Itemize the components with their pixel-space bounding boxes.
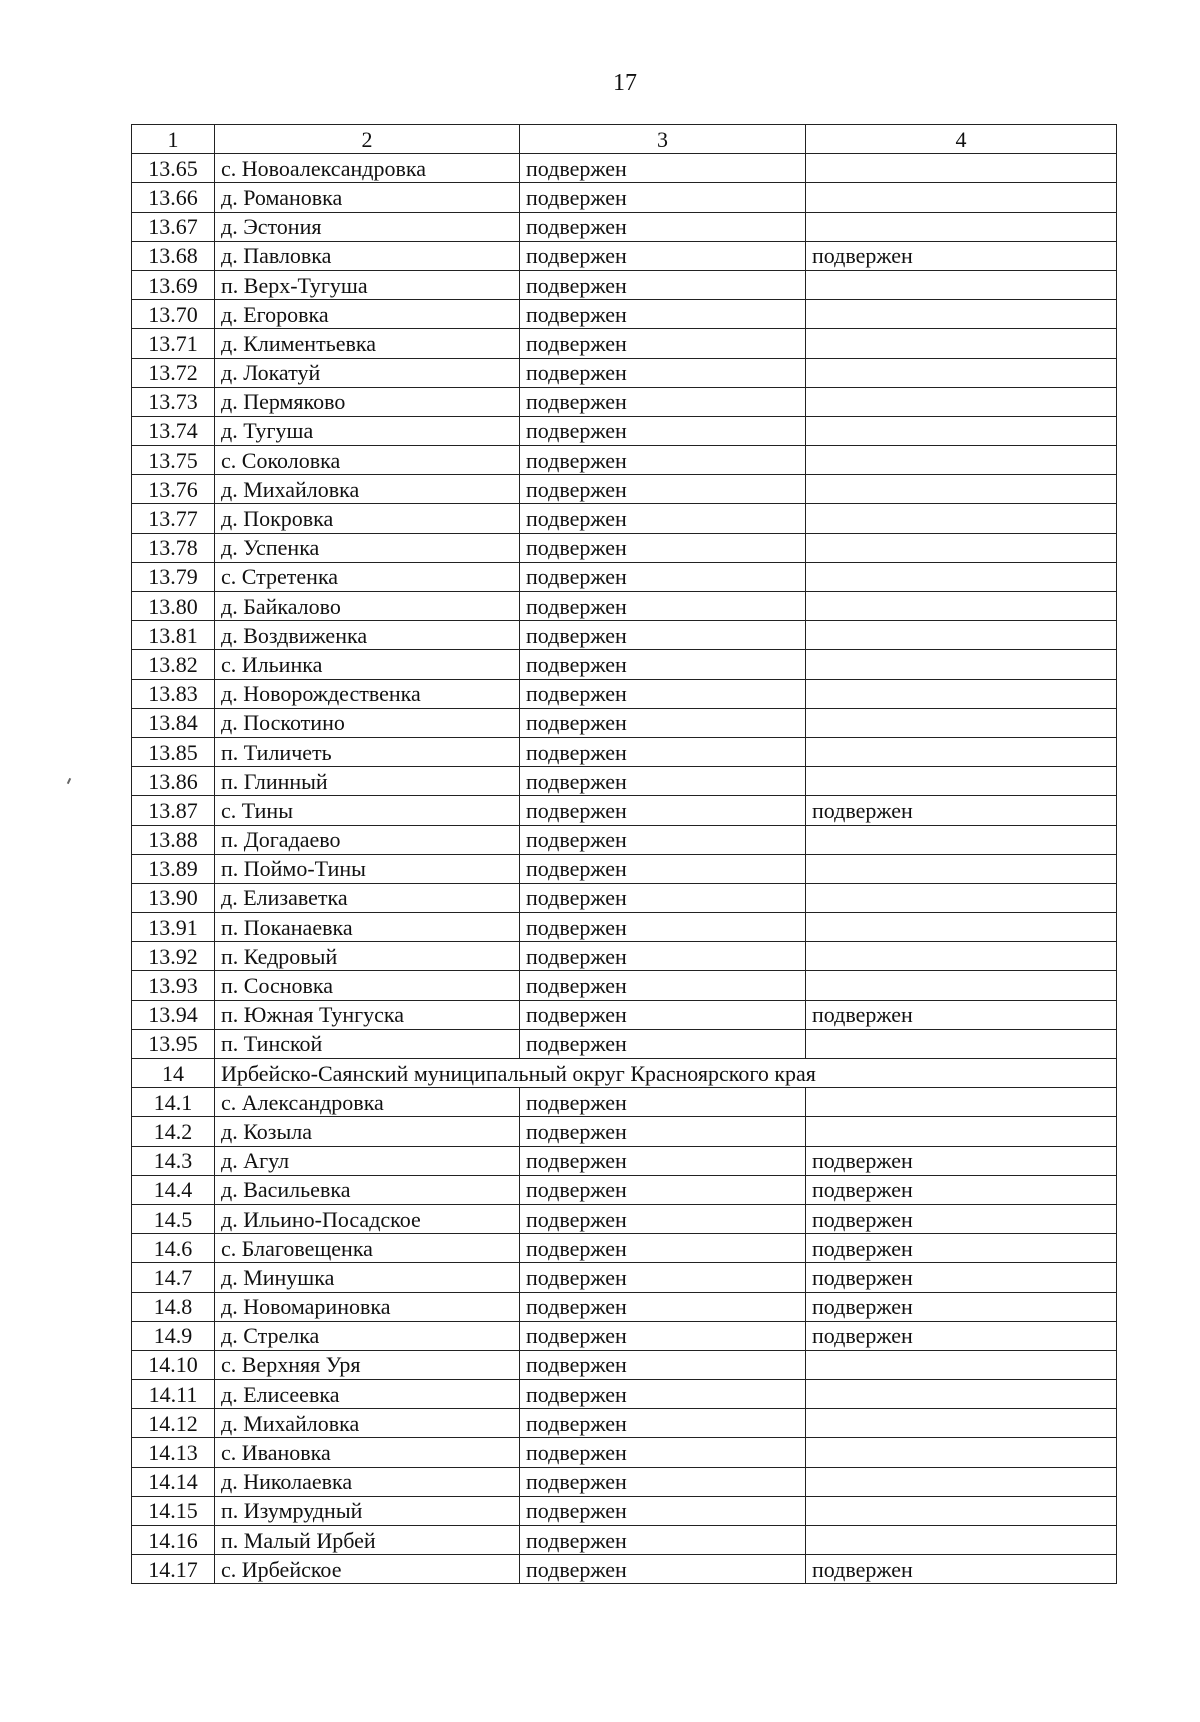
settlement-name-cell: д. Агул	[215, 1146, 520, 1175]
settlement-name-cell: д. Поскотино	[215, 708, 520, 737]
table-row	[132, 1380, 1117, 1409]
column-4-cell	[806, 883, 1117, 912]
settlement-name-cell: п. Догадаево	[215, 825, 520, 854]
column-4-cell: подвержен	[806, 1175, 1117, 1204]
settlement-name-cell: д. Байкалово	[215, 592, 520, 621]
row-number-cell: 13.69	[132, 270, 215, 299]
row-number-cell: 13.81	[132, 621, 215, 650]
column-3-cell: подвержен	[520, 1321, 806, 1350]
column-4-cell	[806, 1088, 1117, 1117]
column-4-cell: подвержен	[806, 1555, 1117, 1584]
column-4-cell	[806, 913, 1117, 942]
table-row	[132, 1350, 1117, 1379]
column-4-cell: подвержен	[806, 1000, 1117, 1029]
table-row	[132, 1555, 1117, 1584]
column-4-cell	[806, 1409, 1117, 1438]
settlement-name-cell: с. Соколовка	[215, 446, 520, 475]
table-row	[132, 446, 1117, 475]
row-number-cell: 13.82	[132, 650, 215, 679]
column-3-cell: подвержен	[520, 387, 806, 416]
row-number-cell: 14.3	[132, 1146, 215, 1175]
row-number-cell: 14	[132, 1059, 215, 1088]
table-row	[132, 854, 1117, 883]
table-row	[132, 1000, 1117, 1029]
row-number-cell: 13.86	[132, 767, 215, 796]
column-4-cell	[806, 329, 1117, 358]
settlement-name-cell: д. Новорождественка	[215, 679, 520, 708]
table-row	[132, 1234, 1117, 1263]
table-row	[132, 825, 1117, 854]
settlement-name-cell: д. Елизаветка	[215, 883, 520, 912]
column-3-cell: подвержен	[520, 971, 806, 1000]
column-4-cell	[806, 416, 1117, 445]
column-4-cell	[806, 475, 1117, 504]
settlement-name-cell: д. Романовка	[215, 183, 520, 212]
row-number-cell: 14.12	[132, 1409, 215, 1438]
column-4-cell: подвержен	[806, 796, 1117, 825]
table-row	[132, 1059, 1117, 1088]
settlement-name-cell: д. Егоровка	[215, 300, 520, 329]
column-4-cell	[806, 270, 1117, 299]
row-number-cell: 13.66	[132, 183, 215, 212]
column-3-cell: подвержен	[520, 767, 806, 796]
table-row	[132, 416, 1117, 445]
column-3-cell: подвержен	[520, 1438, 806, 1467]
column-3-cell: подвержен	[520, 1117, 806, 1146]
column-4-cell	[806, 621, 1117, 650]
row-number-cell: 14.8	[132, 1292, 215, 1321]
column-3-cell: подвержен	[520, 1146, 806, 1175]
settlement-name-cell: с. Новоалександровка	[215, 154, 520, 183]
table-row	[132, 154, 1117, 183]
table-row	[132, 796, 1117, 825]
column-4-cell	[806, 533, 1117, 562]
settlement-name-cell: п. Тинской	[215, 1029, 520, 1058]
header-cell-4: 4	[806, 125, 1117, 154]
column-4-cell	[806, 446, 1117, 475]
settlement-name-cell: с. Ивановка	[215, 1438, 520, 1467]
table-row	[132, 1029, 1117, 1058]
settlement-name-cell: п. Южная Тунгуска	[215, 1000, 520, 1029]
column-4-cell	[806, 504, 1117, 533]
row-number-cell: 13.93	[132, 971, 215, 1000]
column-3-cell: подвержен	[520, 1380, 806, 1409]
column-4-cell: подвержен	[806, 1321, 1117, 1350]
table-row	[132, 679, 1117, 708]
settlement-name-cell: д. Николаевка	[215, 1467, 520, 1496]
column-4-cell	[806, 183, 1117, 212]
column-4-cell	[806, 1029, 1117, 1058]
column-4-cell	[806, 1350, 1117, 1379]
table-body	[132, 154, 1117, 1584]
column-3-cell: подвержен	[520, 1088, 806, 1117]
row-number-cell: 13.83	[132, 679, 215, 708]
table-row	[132, 270, 1117, 299]
column-3-cell: подвержен	[520, 1409, 806, 1438]
column-3-cell: подвержен	[520, 1234, 806, 1263]
column-3-cell: подвержен	[520, 183, 806, 212]
settlement-name-cell: д. Павловка	[215, 241, 520, 270]
settlement-name-cell: с. Стретенка	[215, 562, 520, 591]
column-3-cell: подвержен	[520, 650, 806, 679]
row-number-cell: 13.85	[132, 737, 215, 766]
table-row	[132, 212, 1117, 241]
table-row	[132, 1526, 1117, 1555]
settlement-name-cell: д. Эстония	[215, 212, 520, 241]
column-4-cell	[806, 562, 1117, 591]
table-row	[132, 358, 1117, 387]
column-3-cell: подвержен	[520, 913, 806, 942]
row-number-cell: 13.90	[132, 883, 215, 912]
settlement-name-cell: п. Поймо-Тины	[215, 854, 520, 883]
column-4-cell	[806, 154, 1117, 183]
column-3-cell: подвержен	[520, 446, 806, 475]
settlement-name-cell: с. Ильинка	[215, 650, 520, 679]
table-row	[132, 942, 1117, 971]
settlement-name-cell: д. Новомариновка	[215, 1292, 520, 1321]
table-row	[132, 183, 1117, 212]
column-3-cell: подвержен	[520, 825, 806, 854]
row-number-cell: 13.94	[132, 1000, 215, 1029]
column-4-cell	[806, 1496, 1117, 1525]
table-row	[132, 592, 1117, 621]
row-number-cell: 13.87	[132, 796, 215, 825]
settlement-name-cell: с. Ирбейское	[215, 1555, 520, 1584]
column-3-cell: подвержен	[520, 942, 806, 971]
settlement-name-cell: п. Сосновка	[215, 971, 520, 1000]
column-4-cell	[806, 737, 1117, 766]
table-row	[132, 300, 1117, 329]
table-row	[132, 1146, 1117, 1175]
column-4-cell	[806, 708, 1117, 737]
settlement-name-cell: с. Благовещенка	[215, 1234, 520, 1263]
table-row	[132, 1263, 1117, 1292]
header-cell-3: 3	[520, 125, 806, 154]
table-row	[132, 1467, 1117, 1496]
settlement-name-cell: д. Тугуша	[215, 416, 520, 445]
column-3-cell: подвержен	[520, 1467, 806, 1496]
column-3-cell: подвержен	[520, 475, 806, 504]
row-number-cell: 13.84	[132, 708, 215, 737]
table-row	[132, 504, 1117, 533]
row-number-cell: 14.13	[132, 1438, 215, 1467]
header-row	[132, 125, 1117, 154]
column-4-cell	[806, 767, 1117, 796]
row-number-cell: 13.88	[132, 825, 215, 854]
column-3-cell: подвержен	[520, 854, 806, 883]
table-row	[132, 1175, 1117, 1204]
column-3-cell: подвержен	[520, 416, 806, 445]
row-number-cell: 14.11	[132, 1380, 215, 1409]
settlement-name-cell: с. Тины	[215, 796, 520, 825]
column-3-cell: подвержен	[520, 241, 806, 270]
table-row	[132, 562, 1117, 591]
settlement-name-cell: д. Ильино-Посадское	[215, 1204, 520, 1233]
column-3-cell: подвержен	[520, 358, 806, 387]
column-3-cell: подвержен	[520, 1292, 806, 1321]
table-row	[132, 1117, 1117, 1146]
row-number-cell: 14.1	[132, 1088, 215, 1117]
table-row	[132, 708, 1117, 737]
column-4-cell	[806, 1438, 1117, 1467]
column-3-cell: подвержен	[520, 1175, 806, 1204]
settlement-name-cell: д. Минушка	[215, 1263, 520, 1292]
scan-mark	[67, 778, 71, 784]
row-number-cell: 13.78	[132, 533, 215, 562]
column-3-cell: подвержен	[520, 1204, 806, 1233]
column-4-cell	[806, 679, 1117, 708]
settlement-name-cell: д. Васильевка	[215, 1175, 520, 1204]
column-3-cell: подвержен	[520, 883, 806, 912]
table-row	[132, 1321, 1117, 1350]
header-cell-1: 1	[132, 125, 215, 154]
row-number-cell: 14.17	[132, 1555, 215, 1584]
column-3-cell: подвержен	[520, 1000, 806, 1029]
row-number-cell: 14.5	[132, 1204, 215, 1233]
district-heading-cell: Ирбейско-Саянский муниципальный округ Красноярского края	[215, 1059, 1117, 1088]
settlement-name-cell: д. Козыла	[215, 1117, 520, 1146]
column-3-cell: подвержен	[520, 737, 806, 766]
column-3-cell: подвержен	[520, 300, 806, 329]
row-number-cell: 13.74	[132, 416, 215, 445]
row-number-cell: 13.65	[132, 154, 215, 183]
column-3-cell: подвержен	[520, 270, 806, 299]
row-number-cell: 13.76	[132, 475, 215, 504]
settlement-name-cell: д. Климентьевка	[215, 329, 520, 358]
settlement-name-cell: д. Воздвиженка	[215, 621, 520, 650]
settlement-name-cell: п. Поканаевка	[215, 913, 520, 942]
column-4-cell	[806, 212, 1117, 241]
column-3-cell: подвержен	[520, 1526, 806, 1555]
row-number-cell: 13.91	[132, 913, 215, 942]
column-3-cell: подвержен	[520, 562, 806, 591]
column-3-cell: подвержен	[520, 154, 806, 183]
table-row	[132, 241, 1117, 270]
settlement-name-cell: п. Тиличеть	[215, 737, 520, 766]
header-cell-2: 2	[215, 125, 520, 154]
column-4-cell	[806, 1380, 1117, 1409]
table-row	[132, 533, 1117, 562]
row-number-cell: 14.14	[132, 1467, 215, 1496]
table-row	[132, 913, 1117, 942]
table-row	[132, 1496, 1117, 1525]
column-3-cell: подвержен	[520, 504, 806, 533]
column-3-cell: подвержен	[520, 1496, 806, 1525]
column-4-cell	[806, 1467, 1117, 1496]
settlement-name-cell: п. Изумрудный	[215, 1496, 520, 1525]
settlement-name-cell: д. Успенка	[215, 533, 520, 562]
settlement-name-cell: д. Пермяково	[215, 387, 520, 416]
settlement-name-cell: п. Малый Ирбей	[215, 1526, 520, 1555]
row-number-cell: 14.4	[132, 1175, 215, 1204]
row-number-cell: 14.15	[132, 1496, 215, 1525]
column-4-cell: подвержен	[806, 241, 1117, 270]
column-3-cell: подвержен	[520, 592, 806, 621]
column-3-cell: подвержен	[520, 1263, 806, 1292]
column-3-cell: подвержен	[520, 796, 806, 825]
settlement-name-cell: п. Глинный	[215, 767, 520, 796]
column-4-cell: подвержен	[806, 1292, 1117, 1321]
row-number-cell: 14.10	[132, 1350, 215, 1379]
table-row	[132, 737, 1117, 766]
column-4-cell: подвержен	[806, 1234, 1117, 1263]
column-4-cell	[806, 592, 1117, 621]
row-number-cell: 14.16	[132, 1526, 215, 1555]
column-4-cell	[806, 1117, 1117, 1146]
settlement-name-cell: п. Верх-Тугуша	[215, 270, 520, 299]
row-number-cell: 14.7	[132, 1263, 215, 1292]
table-row	[132, 883, 1117, 912]
settlement-name-cell: д. Стрелка	[215, 1321, 520, 1350]
settlements-table	[131, 124, 1117, 1584]
table-row	[132, 329, 1117, 358]
column-3-cell: подвержен	[520, 621, 806, 650]
column-4-cell	[806, 387, 1117, 416]
column-3-cell: подвержен	[520, 708, 806, 737]
table-row	[132, 1088, 1117, 1117]
settlement-name-cell: с. Верхняя Уря	[215, 1350, 520, 1379]
column-3-cell: подвержен	[520, 329, 806, 358]
settlement-name-cell: д. Локатуй	[215, 358, 520, 387]
column-4-cell: подвержен	[806, 1204, 1117, 1233]
row-number-cell: 14.6	[132, 1234, 215, 1263]
row-number-cell: 13.70	[132, 300, 215, 329]
table-row	[132, 1292, 1117, 1321]
table-row	[132, 387, 1117, 416]
row-number-cell: 13.67	[132, 212, 215, 241]
row-number-cell: 13.68	[132, 241, 215, 270]
row-number-cell: 13.79	[132, 562, 215, 591]
table-row	[132, 1204, 1117, 1233]
column-4-cell: подвержен	[806, 1146, 1117, 1175]
column-4-cell	[806, 1526, 1117, 1555]
row-number-cell: 13.72	[132, 358, 215, 387]
table-row	[132, 621, 1117, 650]
column-3-cell: подвержен	[520, 212, 806, 241]
row-number-cell: 13.73	[132, 387, 215, 416]
row-number-cell: 13.92	[132, 942, 215, 971]
row-number-cell: 13.75	[132, 446, 215, 475]
page-number: 17	[613, 70, 637, 96]
table-row	[132, 475, 1117, 504]
settlement-name-cell: с. Александровка	[215, 1088, 520, 1117]
column-4-cell	[806, 971, 1117, 1000]
settlement-name-cell: п. Кедровый	[215, 942, 520, 971]
column-4-cell	[806, 825, 1117, 854]
settlement-name-cell: д. Михайловка	[215, 475, 520, 504]
table-row	[132, 971, 1117, 1000]
row-number-cell: 14.9	[132, 1321, 215, 1350]
table-header	[132, 125, 1117, 154]
table-row	[132, 650, 1117, 679]
column-4-cell	[806, 650, 1117, 679]
table-row	[132, 767, 1117, 796]
row-number-cell: 13.89	[132, 854, 215, 883]
column-3-cell: подвержен	[520, 679, 806, 708]
row-number-cell: 14.2	[132, 1117, 215, 1146]
column-4-cell	[806, 854, 1117, 883]
row-number-cell: 13.80	[132, 592, 215, 621]
column-3-cell: подвержен	[520, 1350, 806, 1379]
row-number-cell: 13.71	[132, 329, 215, 358]
settlement-name-cell: д. Михайловка	[215, 1409, 520, 1438]
column-4-cell: подвержен	[806, 1263, 1117, 1292]
table-row	[132, 1409, 1117, 1438]
column-4-cell	[806, 300, 1117, 329]
column-4-cell	[806, 358, 1117, 387]
row-number-cell: 13.95	[132, 1029, 215, 1058]
table-row	[132, 1438, 1117, 1467]
column-3-cell: подвержен	[520, 1029, 806, 1058]
row-number-cell: 13.77	[132, 504, 215, 533]
column-3-cell: подвержен	[520, 1555, 806, 1584]
settlement-name-cell: д. Покровка	[215, 504, 520, 533]
column-4-cell	[806, 942, 1117, 971]
column-3-cell: подвержен	[520, 533, 806, 562]
settlement-name-cell: д. Елисеевка	[215, 1380, 520, 1409]
